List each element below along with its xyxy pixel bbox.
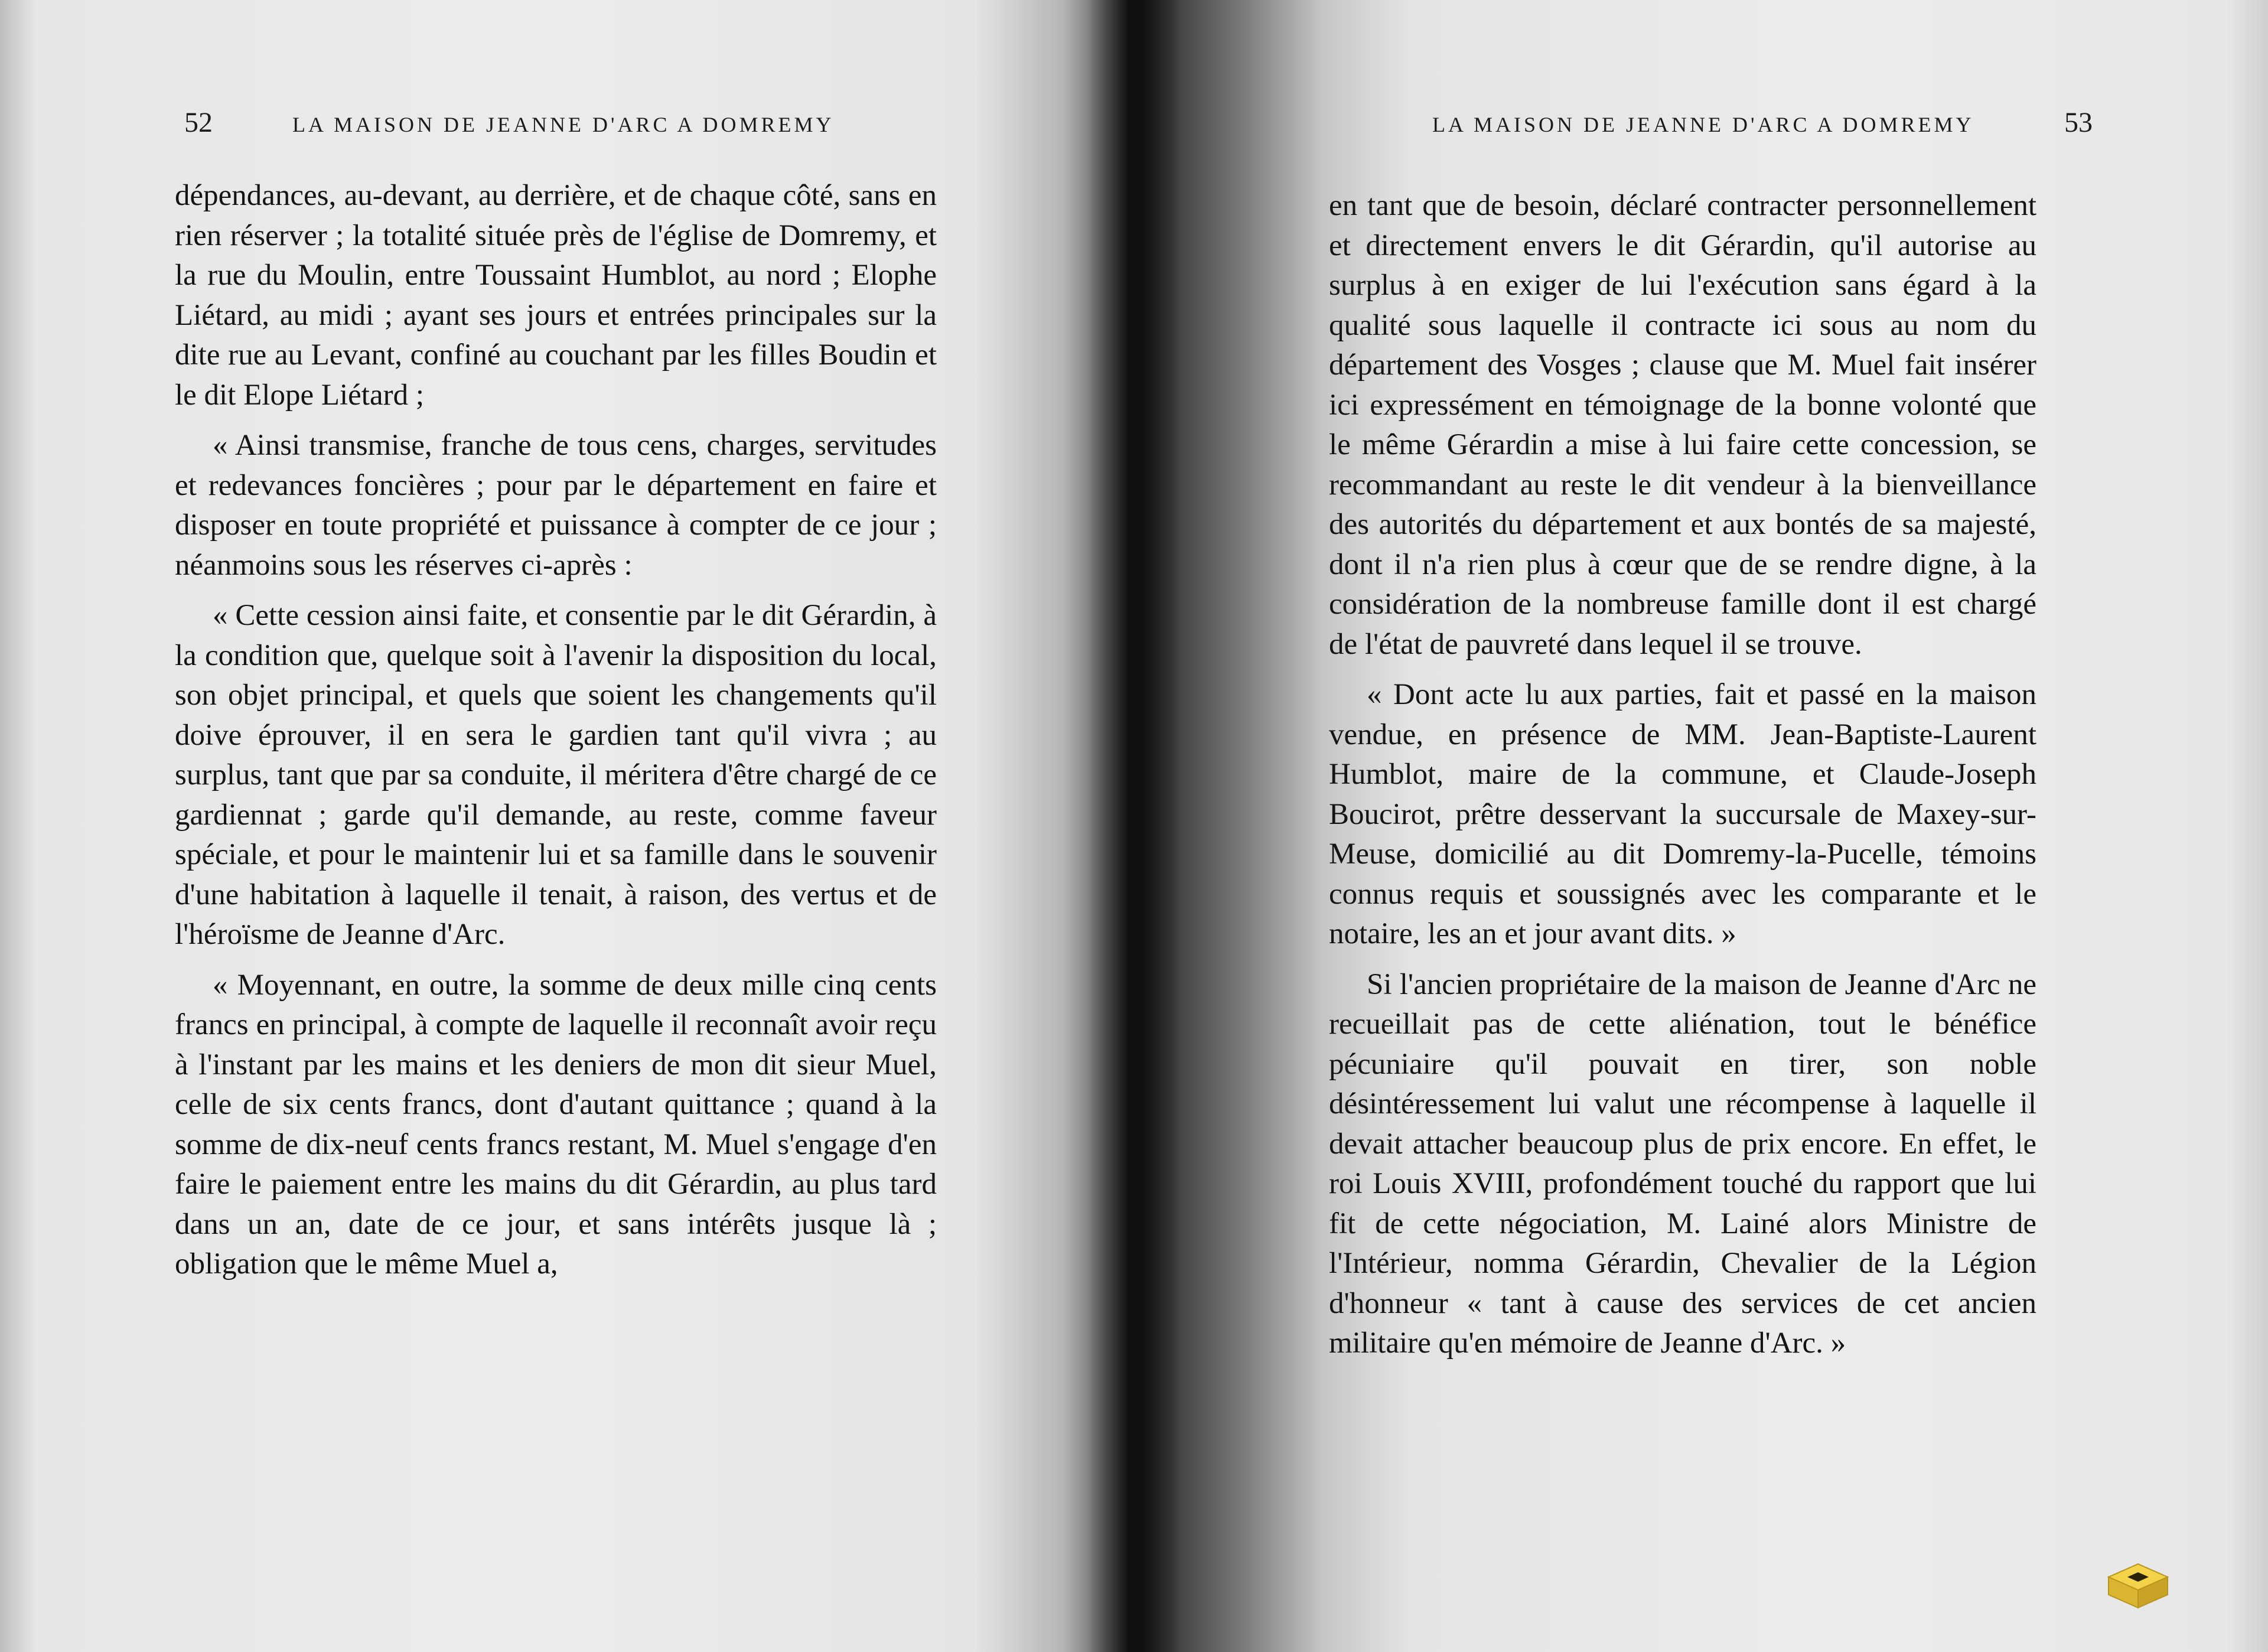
paragraph: « Moyennant, en outre, la somme de deux mille cinq cents francs en principal, à compte de laquelle il reconnaît avoir reçu à l'instant par les mains et les deniers de mon dit sieur Muel, celle de six cents francs, dont d'autant quittance ; quand à la somme de dix-neuf cents francs restant, M. Muel s'engage d'en faire le paiement entre les mains du dit Gérardin, au plus tard dans un an, date de ce jour, et sans intérêts jusque là ; obligation que le même Muel a, — [175, 968, 937, 1280]
left-page — [0, 0, 1128, 1652]
right-page — [1128, 0, 2268, 1652]
paragraph: en tant que de besoin, déclaré contracter personnellement et directement envers le dit Gérardin, qu'il autorise au surplus à en exiger de lui l'exécution sans égard à la qualité sous laquelle il contracte ici sous au nom du département des Vosges ; clause que M. Muel fait insérer ici expressément en témoignage de la bonne volonté que le même Gérardin a mise à lui faire cette concession, se recommandant au reste le dit vendeur à la bienveillance des autorités du département et aux bontés de sa majesté, dont il n'a rien plus à cœur que de se rendre digne, à la considération de la nombreuse famille dont il est chargé de l'état de pauvreté dans lequel il se trouve. — [1329, 189, 2036, 661]
running-head-right: LA MAISON DE JEANNE D'ARC A DOMREMY — [1432, 113, 1974, 136]
page-number-right: 53 — [2064, 107, 2093, 138]
left-page-text — [175, 176, 937, 1285]
running-head-left: LA MAISON DE JEANNE D'ARC A DOMREMY — [292, 113, 835, 136]
paragraph: « Ainsi transmise, franche de tous cens, charges, servitudes et redevances foncières ; pour par le département en faire et disposer en toute propriété et puissance à compter de ce jour ; néanmoins sous les réserves ci-après : — [175, 429, 937, 582]
right-page-text — [1329, 186, 2036, 1364]
paragraph: dépendances, au-devant, au derrière, et de chaque côté, sans en rien réserver ; la totalité située près de l'église de Domremy, et la rue du Moulin, entre Toussaint Humblot, au nord ; Elophe Liétard, au midi ; ayant ses jours et entrées principales sur la dite rue au Levant, confiné au couchant par les filles Boudin et le dit Elope Liétard ; — [175, 179, 937, 412]
page-number-left: 52 — [184, 107, 213, 138]
paragraph: « Cette cession ainsi faite, et consentie par le dit Gérardin, à la condition que, quelque soit à l'avenir la disposition du local, son objet principal, et quels que soient les changements qu'il doive éprouver, il en sera le gardien tant qu'il vivra ; au surplus, tant que par sa conduite, il méritera d'être chargé de ce gardiennat ; garde qu'il demande, au reste, comme faveur spéciale, et pour le maintenir lui et sa famille dans le souvenir d'une habitation à laquelle il tenait, à raison, des vertus et de l'héroïsme de Jeanne d'Arc. — [175, 599, 937, 951]
paragraph: Si l'ancien propriétaire de la maison de Jeanne d'Arc ne recueillait pas de cette aliénation, tout le bénéfice pécuniaire qu'il pouvait en tirer, son noble désintéressement lui valut une récompense à laquelle il devait attacher beaucoup plus de prix encore. En effet, le roi Louis XVIII, profondément touché du rapport que lui fit de cette négociation, M. Lainé alors Ministre de l'Intérieur, nomma Gérardin, Chevalier de la Légion d'honneur « tant à cause des services de cet ancien militaire qu'en mémoire de Jeanne d'Arc. » — [1329, 967, 2036, 1360]
paragraph: « Dont acte lu aux parties, fait et passé en la maison vendue, en présence de MM. Jean-Baptiste-Laurent Humblot, maire de la commune, et Claude-Joseph Boucirot, prêtre desservant la succursale de Maxey-sur-Meuse, domicilié au dit Domremy-la-Pucelle, témoins connus requis et soussignés avec les comparante et le notaire, les an et jour avant dits. » — [1329, 678, 2036, 950]
